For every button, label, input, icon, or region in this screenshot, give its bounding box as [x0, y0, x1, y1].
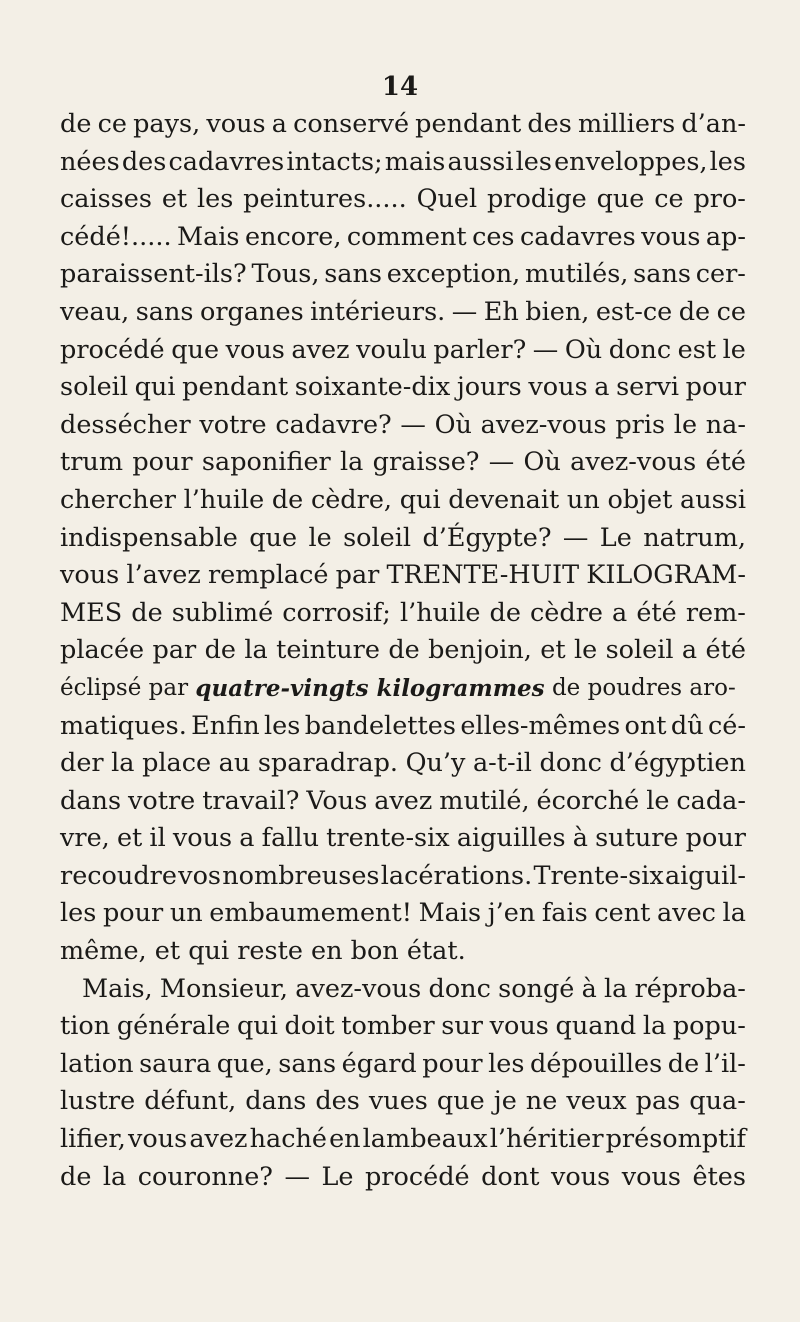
text-line: dessécher votre cadavre? — Où avez-vous pris le na- [60, 409, 746, 440]
text-line: même, et qui reste en bon état. [60, 936, 466, 967]
text-line: trum pour saponifier la graisse? — Où avez-vous été [60, 447, 746, 478]
text-line: paraissent-ils? Tous, sans exception, mutilés, sans cer- [60, 259, 746, 290]
text-line: de ce pays, vous a conservé pendant des milliers d’an- [60, 109, 746, 139]
text-run: éclipsé par [60, 674, 196, 701]
text-line: matiques. Enfin les bandelettes elles-mêmes ont dû cé- [60, 710, 746, 741]
text-line: les pour un embaumement! Mais j’en fais cent avec la [60, 898, 746, 929]
text-line: cédé!..... Mais encore, comment ces cadavres vous ap- [60, 221, 746, 252]
text-line: soleil qui pendant soixante-dix jours vous a servi pour [60, 372, 746, 403]
text-line: tion générale qui doit tomber sur vous quand la popu- [60, 1011, 746, 1042]
page-number: 14 [381, 72, 419, 102]
text-run: de poudres aro- [544, 674, 736, 701]
text-line: chercher l’huile de cèdre, qui devenait un objet aussi [60, 484, 746, 515]
text-line: indispensable que le soleil d’Égypte? — Le natrum, [60, 522, 746, 553]
text-line: dans votre travail? Vous avez mutilé, écorché le cada- [60, 785, 746, 816]
text-line: lifier, vous avez haché en lambeaux l’héritier présomptif [60, 1124, 746, 1155]
italic-emphasis: quatre-vingts kilogrammes [195, 674, 545, 702]
text-line: Mais, Monsieur, avez-vous donc songé à la réproba- [82, 973, 746, 1004]
text-line-with-italic [60, 670, 746, 708]
text-line: lustre défunt, dans des vues que je ne veux pas qua- [60, 1086, 746, 1117]
text-line: vre, et il vous a fallu trente-six aiguilles à suture pour [60, 823, 746, 854]
text-line: lation saura que, sans égard pour les dépouilles de l’il- [60, 1048, 746, 1079]
text-line: recoudre vos nombreuses lacérations. Trente-six aiguil- [60, 860, 746, 891]
text-line: caisses et les peintures..... Quel prodige que ce pro- [60, 184, 746, 215]
text-line: veau, sans organes intérieurs. — Eh bien, est-ce de ce [60, 296, 746, 327]
text-line: nées des cadavres intacts; mais aussi les enveloppes, les [60, 146, 746, 177]
text-line: placée par de la teinture de benjoin, et le soleil a été [60, 635, 746, 666]
text-line: procédé que vous avez voulu parler? — Où donc est le [60, 334, 746, 365]
text-line: de la couronne? — Le procédé dont vous vous êtes [60, 1161, 746, 1192]
text-line: vous l’avez remplacé par TRENTE-HUIT KILOGRAM- [60, 560, 746, 591]
text-line: der la place au sparadrap. Qu’y a-t-il donc d’égyptien [60, 748, 746, 779]
body-text [60, 106, 746, 1196]
text-line: MES de sublimé corrosif; l’huile de cèdre a été rem- [60, 597, 746, 628]
